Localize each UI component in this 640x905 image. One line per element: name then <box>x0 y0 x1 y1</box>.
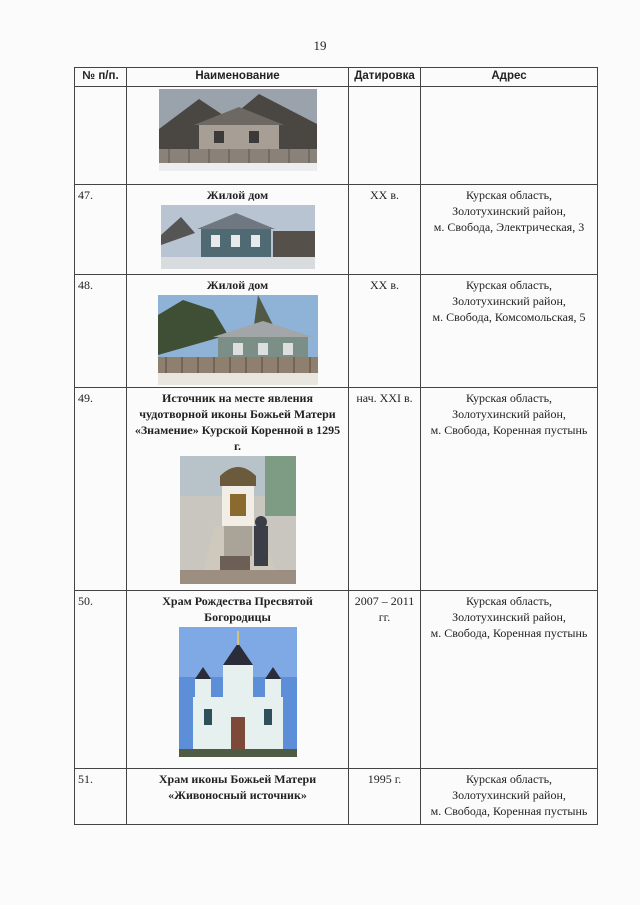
header-date: Датировка <box>349 68 421 87</box>
row-address <box>421 184 598 274</box>
address-line: Золотухинский район, <box>452 293 566 308</box>
row-address <box>421 768 598 824</box>
table-header-row <box>75 68 598 87</box>
table-row <box>75 387 598 590</box>
row-num: 48. <box>75 274 127 387</box>
header-num: № п/п. <box>75 68 127 87</box>
address-line: Курская область, <box>465 187 553 202</box>
object-name: Источник на месте явления чудотворной иконы Божьей Матери «Знамение» Курской Коренной в 1295 г. <box>134 390 341 454</box>
table-row <box>75 768 598 824</box>
row-date: XX в. <box>349 274 421 387</box>
row-name <box>127 768 349 824</box>
address-line: м. Свобода, Электрическая, 3 <box>433 219 585 234</box>
address-line: м. Свобода, Коренная пустынь <box>430 804 588 819</box>
house-photo <box>158 295 318 385</box>
row-num: 47. <box>75 184 127 274</box>
address-line: Золотухинский район, <box>452 203 566 218</box>
address-line: Курская область, <box>465 771 553 786</box>
address-line: Курская область, <box>465 593 553 608</box>
header-name: Наименование <box>127 68 349 87</box>
object-name: Храм Рождества Пресвятой Богородицы <box>162 593 313 624</box>
row-name <box>127 590 349 768</box>
header-address: Адрес <box>421 68 598 87</box>
address-line: Золотухинский район, <box>452 609 566 624</box>
house-photo <box>159 89 317 171</box>
address-line: м. Свобода, Коренная пустынь <box>430 423 588 438</box>
row-address <box>421 387 598 590</box>
row-name <box>127 184 349 274</box>
church-photo <box>179 627 297 757</box>
row-address <box>421 86 598 184</box>
row-name <box>127 86 349 184</box>
object-name: Храм иконы Божьей Матери «Живоносный источник» <box>158 771 317 802</box>
row-num: 51. <box>75 768 127 824</box>
house-photo <box>161 205 315 269</box>
row-num: 50. <box>75 590 127 768</box>
address-line: Курская область, <box>465 390 553 405</box>
row-date: нач. XXI в. <box>349 387 421 590</box>
address-line: Курская область, <box>465 277 553 292</box>
table-row <box>75 274 598 387</box>
row-date <box>349 86 421 184</box>
row-address <box>421 274 598 387</box>
address-line: м. Свобода, Коренная пустынь <box>430 626 588 641</box>
row-num <box>75 86 127 184</box>
row-date: XX в. <box>349 184 421 274</box>
row-name <box>127 274 349 387</box>
table-row <box>75 590 598 768</box>
table-row <box>75 184 598 274</box>
table-row <box>75 86 598 184</box>
address-line: м. Свобода, Комсомольская, 5 <box>432 309 586 324</box>
spring-photo <box>180 456 296 584</box>
registry-table <box>74 67 598 825</box>
page-number: 19 <box>313 38 327 53</box>
object-name: Жилой дом <box>206 187 269 202</box>
row-num: 49. <box>75 387 127 590</box>
row-date: 1995 г. <box>349 768 421 824</box>
object-name: Жилой дом <box>206 277 269 292</box>
row-date: 2007 – 2011 гг. <box>349 590 421 768</box>
address-line: Золотухинский район, <box>452 406 566 421</box>
row-name <box>127 387 349 590</box>
address-line: Золотухинский район, <box>452 787 566 802</box>
row-address <box>421 590 598 768</box>
